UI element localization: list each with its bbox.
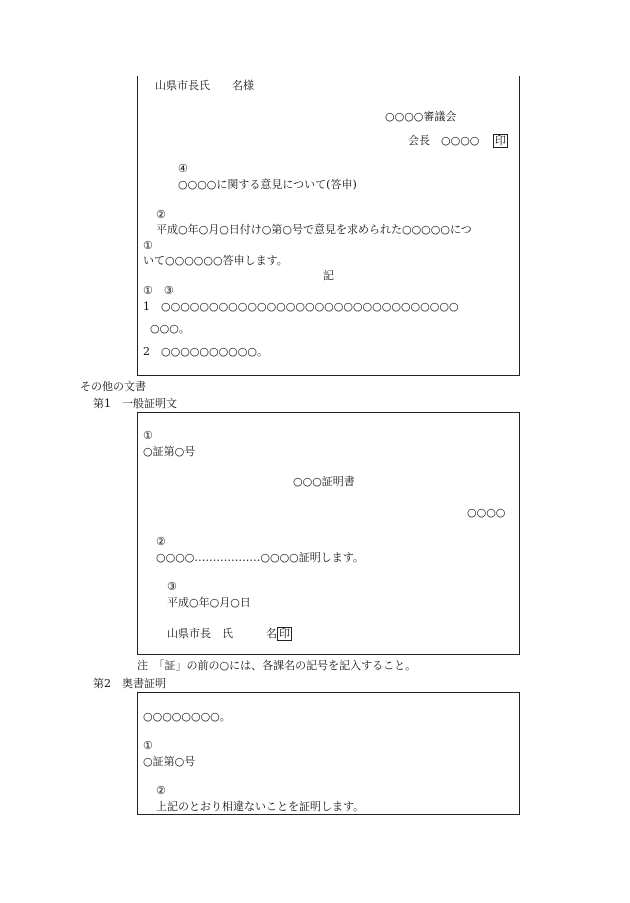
marker-1: ①	[143, 429, 153, 442]
recipient-name: ○○○○	[467, 506, 506, 519]
item-2: 2 ○○○○○○○○○○。	[143, 345, 268, 358]
chair-name	[408, 134, 508, 148]
subject: ○○○○に関する意見について(答申)	[178, 178, 357, 191]
body-line-1: 平成○年○月○日付け○第○号で意見を求められた○○○○○につ	[156, 223, 472, 236]
cert-number: ○証第○号	[143, 445, 196, 458]
marker-3: ③	[167, 580, 177, 593]
cert-date: 平成○年○月○日	[167, 596, 251, 609]
ki-label: 記	[323, 269, 334, 282]
markers-1-3: ① ③	[143, 284, 174, 297]
item-1-line-2: ○○○。	[150, 322, 190, 335]
marker-1: ①	[143, 739, 153, 752]
addressee: 山県市長氏 名様	[155, 79, 254, 92]
seal-stamp: 印	[494, 134, 506, 147]
section-other-heading: その他の文書	[80, 380, 146, 393]
body-line-2: いて○○○○○○答申します。	[143, 254, 288, 267]
cert-number: ○証第○号	[143, 755, 196, 768]
mayor-signature	[167, 627, 292, 641]
marker-2: ②	[156, 784, 166, 797]
marker-2: ②	[156, 208, 166, 221]
marker-4: ④	[178, 162, 188, 175]
endorsement-body: 上記のとおり相違ないことを証明します。	[156, 800, 365, 813]
marker-2: ②	[156, 535, 166, 548]
item-1-line-1: 1 ○○○○○○○○○○○○○○○○○○○○○○○○○○○○○○○	[143, 300, 459, 313]
marker-1: ①	[143, 239, 153, 252]
chair-text: 会長 ○○○○	[408, 134, 480, 147]
section-1-heading: 第1 一般証明文	[93, 397, 177, 410]
section-2-heading: 第2 奥書証明	[93, 677, 166, 690]
seal-stamp: 印	[279, 627, 290, 640]
mayor-text: 山県市長 氏 名	[167, 627, 277, 640]
endorsement-line-1: ○○○○○○○○。	[143, 710, 231, 723]
note: 注 「証」の前の○には、各課名の記号を記入すること。	[137, 659, 417, 672]
cert-body: ○○○○………………○○○○証明します。	[156, 551, 364, 564]
cert-title: ○○○証明書	[293, 475, 355, 488]
council-name: ○○○○審議会	[385, 110, 457, 123]
